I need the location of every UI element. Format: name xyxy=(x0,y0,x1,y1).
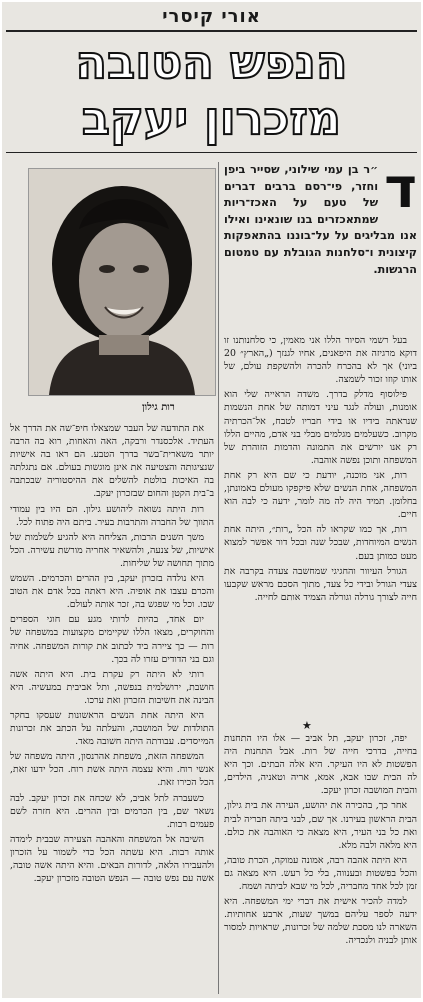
newspaper-page xyxy=(2,2,421,998)
paragraph: למדה להכיר אישית את דברי ימי המשפחה. היא ידעה לספר עליהם במשך שעות, ארבע אחותיות. השארה לנו מסכת שלמה של זכרונות, שראויות למסור אותן לבניה ולנכדיה. xyxy=(224,896,417,947)
left-column xyxy=(10,422,214,994)
column-divider xyxy=(218,162,219,994)
headline-line-1: הנפש הטובה xyxy=(75,35,348,89)
paragraph: כשעברה לתל אביב, לא שכחה את זכרון יעקב. לבה נשאר שם, בין הכרמים ובין ההרים. היא חזרה לשם פעמים רבות. xyxy=(10,792,214,830)
headline-rule xyxy=(6,152,417,153)
right-column-bottom xyxy=(224,732,417,994)
paragraph: יום אחד, בהיות לרותי מגע עם חוגי הספרים והחוקרים, מצאו הללו שקיימים מקצועות במשפחה של רות — כך ציירה ביד לכתוב את קורות המשפחה. אחיה וגם בני הדודים עזרו לה בכך. xyxy=(10,614,214,665)
paragraph: היא היתה אהבה רבה, אמונה עמוקה, הכרת טובה, והכל בפשטות ובענווה, בלי כל רעש. היא מצאה גם זמן לכל אחד מחבריה, לכל מי שבא לביתה ושמח. xyxy=(224,854,417,893)
paragraph: היא היתה אחת הנשים הראשונות שעסקו בחקר התולדות של המושבה, והעלתה על הכתב את זכרונות המייסדים. עבודתה היתה חשובה מאד. xyxy=(10,709,214,748)
paragraph: רותי לא היתה רק עקרת בית. היא היתה אשה חושבת, ירושלמית בנפשה, ותל אביבית במעשיה. היא הבינה את חשיבות הזכרון ואת ערכו. xyxy=(10,668,214,706)
photo-caption: רות גילון xyxy=(142,402,175,413)
paragraph: את התודעה של העבר שמצאלו חיפ־שה את הדרך אל העתיד. אלכסנדר ורבקה, האה והאחות, רוא בה הרבה יותר משארית־בשר בדרך הטבע. הם ראו בה אישיות שנציגותה והצטיעה את אינן מוגשות בעולם. אם נתגלתה בה האיכות בולטת להשלים את ההיסטוריה שבכתבה ב־בית הקטן והחום שבזכרון יעקב. xyxy=(10,423,214,500)
headline-line-2: מזכרון יעקב xyxy=(81,91,342,145)
paragraph: רות, אך כמו שקראו לה הכל „רות״, היתה אחת הנשים המיוחדות, שבכל שנה ובכל דור אפשר למצוא מעט כמותן בעם. xyxy=(224,524,417,562)
paragraph: משך השנים הרבות, הצליחה היא להגיע לשלמות של אישיות, של צנעה, ולהשאיר אחריה מורשת עשירה. הכל מתוך תחושה של שליחות. xyxy=(10,531,214,569)
paragraph: רות, אני מוכנה, יודעת כי שם היא רק אחת המשפחה, אחת הנשים שלא פיקפקו מעולם באמונתן, בחלומן. תמיד היה לה מה לומר, ידעה כי לבה הוא חיים. xyxy=(224,469,417,521)
right-column xyxy=(224,334,417,714)
paragraph: פילוסוף מדלק בדרך. משדה הראייה שלי הוא אומנות, ועולה לנגד עיני דמותה של אחת הנשמות שנראתה בידיו או בידי חבריו לטבח, אל־הכרתיה מקרוב. כשעלמים מגלמים מבלי בני אדם, מהיים הללו רק אנו יורשים את התמונה והדמות הזוהרת של המשפחה ותוכן נפשה אוהבה. xyxy=(224,389,417,466)
byline: אורי קיסרי xyxy=(162,6,261,27)
lead-paragraph: ״ר בן עמי שילוני, שסייר ביפן וחזר, פי־רסם ברבים דברים של טעם על האכז־ריות שמתאכזרים בנו שונאינו ואילו אנו מבליגים על על־בוננו בהתאפקות קיצונית ו־סלחנות הגובלת עם טמטום הרגשות. xyxy=(224,163,417,276)
section-star: ★ xyxy=(302,719,312,732)
paragraph: רות היתה נשואה ליהושע גילון. הם היו בין עמודי התווך של החברה והתרבות בעיר. ביתם היה פתוח לכל. xyxy=(10,503,214,528)
paragraph: בעל רשמי הסיור הללו אני מאמין, כי סלחנותנו זו דוקא מרגיזה את היפאנים, אחיו לגנזך („הארץ״ 20 ביוני) אך לא בהכרח להכרה ולהשקפת עולם, של אותו קוזו זכור לשמצה. xyxy=(224,335,417,386)
portrait-photo xyxy=(28,168,216,396)
paragraph: הגורל העיוור והחגיגי שמחשבה צעדה בקרבה את צעדי הגורל ובידי כל צעד, מתוך הסכם מראש שקבעו חייה לצורך גורלה וגורלה הצמיד אותם לחייה. xyxy=(224,565,417,603)
paragraph: יפה, זכרון יעקב, תל אביב — אלו היו התחנות בחייה, בדרכי חייה של רות. אבל התחנות היה הפשטות לא היו העיקר. היא אלה הבתים. וכך היא לה הבית שבו אבא, אמא, אריה וטאניה, הילדים, והבית המושבה זכרון יעקב. xyxy=(224,733,417,797)
paragraph: היא נולדה בזכרון יעקב, בין ההרים והכרמים. השמש והכרם עצבו את אופיה. היא ראתה בכל אדם את הטוב שבו. וכל מי שפגש בה, זכר אותה לעולם. xyxy=(10,573,214,611)
lead-block xyxy=(224,156,417,332)
paragraph: המשפחה הזאת, משפחת אהרנסון, היתה משפחה של אנשי רוח. והיא עצמה היתה אשת רוח. הכל ידעו זאת, הכל הכירו זאת. xyxy=(10,751,214,789)
drop-cap: ד xyxy=(384,156,417,221)
paragraph: אחר כך, בהכירה את יהושע, העירה את בית גילון, הבית הראשון בעירנו. אך שם, לבני ביתה חבריה לבית ואת כל בני העיר, היא מצאה כי האוהבה את כולם. היא מלאה ולבה מלא. xyxy=(224,800,417,851)
paragraph: השיבה אל המשפחה והאהבה הצעירה שבבית לימדה אותה רבות. היא עשתה הכל כדי לשמור על הזכרון ולהעבירו הלאה, לדורות הבאים. והיא היתה אשה טובה, אשה עם נפש טובה — הנפש הטובה מזכרון יעקב. xyxy=(10,833,214,885)
top-rule xyxy=(6,30,417,32)
